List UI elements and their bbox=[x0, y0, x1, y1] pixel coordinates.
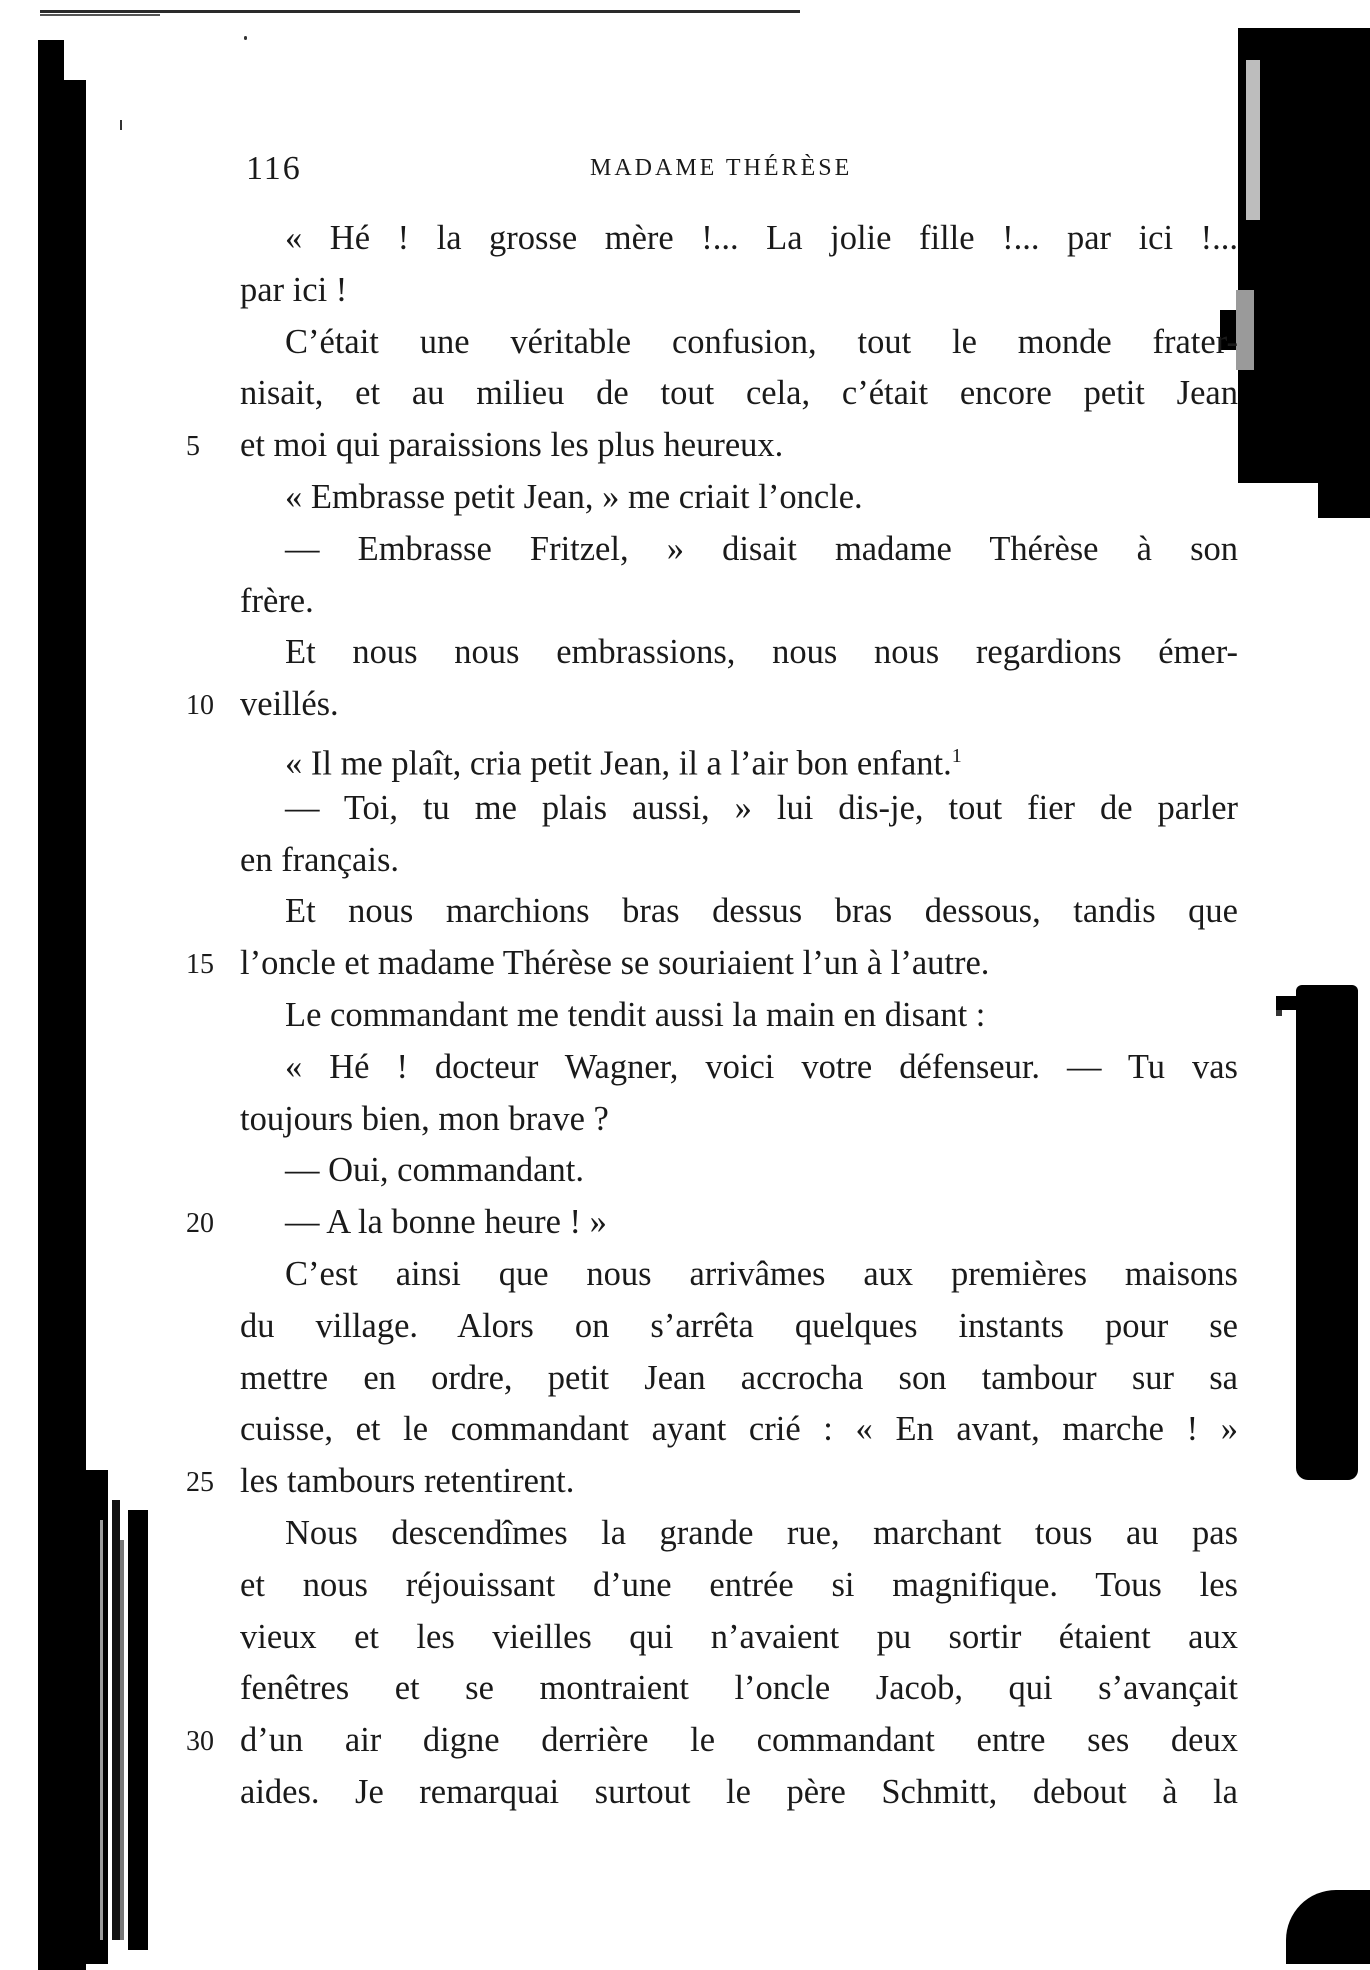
text-line-content: « Hé ! docteur Wagner, voici votre défenseur. — Tu vas bbox=[285, 1047, 1238, 1086]
text-line bbox=[240, 1300, 1238, 1352]
text-line bbox=[240, 367, 1238, 419]
text-line bbox=[240, 212, 1238, 264]
running-title: MADAME THÉRÈSE bbox=[590, 155, 853, 181]
text-line-content: mettre en ordre, petit Jean accrocha son tambour sur sa bbox=[240, 1358, 1238, 1397]
text-line bbox=[240, 1507, 1238, 1559]
text-line-content: cuisse, et le commandant ayant crié : « En avant, marche ! » bbox=[240, 1410, 1238, 1449]
text-line-content: et moi qui paraissions les plus heureux. bbox=[240, 426, 784, 465]
scan-border-right-bottom bbox=[1286, 1890, 1370, 1964]
text-line-content: en français. bbox=[240, 840, 399, 879]
text-line-content: les tambours retentirent. bbox=[240, 1462, 575, 1501]
text-line-content: C’est ainsi que nous arrivâmes aux premières maisons bbox=[285, 1255, 1238, 1293]
text-line-content: Et nous marchions bras dessus bras dessous, tandis que bbox=[285, 892, 1238, 931]
text-line bbox=[240, 419, 1238, 471]
text-line bbox=[240, 730, 1238, 782]
line-number: 30 bbox=[186, 1726, 214, 1758]
scan-border-right-mid bbox=[1276, 1010, 1282, 1016]
text-line-content: et nous réjouissant d’une entrée si magnifique. Tous les bbox=[240, 1565, 1238, 1604]
text-line bbox=[240, 782, 1238, 834]
text-line-content: du village. Alors on s’arrêta quelques instants pour se bbox=[240, 1306, 1238, 1345]
line-number: 20 bbox=[186, 1208, 214, 1240]
text-line bbox=[240, 1352, 1238, 1404]
page-number: 116 bbox=[246, 150, 302, 187]
text-line bbox=[240, 1403, 1238, 1455]
text-line-content: vieux et les vieilles qui n’avaient pu sortir étaient aux bbox=[240, 1617, 1238, 1656]
text-line-content: veillés. bbox=[240, 685, 339, 724]
text-line bbox=[240, 1559, 1238, 1611]
text-line bbox=[240, 1455, 1238, 1507]
text-line bbox=[240, 678, 1238, 730]
scan-border-right-top-shade bbox=[1236, 290, 1254, 370]
text-line-content: — Embrasse Fritzel, » disait madame Thérèse à son bbox=[285, 529, 1238, 568]
text-line bbox=[240, 937, 1238, 989]
text-line-content: Nous descendîmes la grande rue, marchant tous au pas bbox=[285, 1514, 1238, 1552]
text-line bbox=[240, 471, 1238, 523]
line-number: 15 bbox=[186, 949, 214, 981]
scan-border-stripe bbox=[100, 1520, 103, 1940]
text-line-content: Le commandant me tendit aussi la main en disant : bbox=[285, 996, 986, 1034]
scan-border-left-lower bbox=[128, 1510, 148, 1950]
top-rule-shadow bbox=[40, 14, 160, 16]
text-line-content: — Oui, commandant. bbox=[285, 1151, 584, 1190]
text-line-content: d’un air digne derrière le commandant entre ses deux bbox=[240, 1721, 1238, 1760]
text-line bbox=[240, 1093, 1238, 1145]
text-line bbox=[240, 1766, 1238, 1818]
text-line bbox=[240, 316, 1238, 368]
text-line-content: — Toi, tu me plais aussi, » lui dis-je, tout fier de parler bbox=[285, 788, 1238, 827]
text-line bbox=[240, 523, 1238, 575]
text-line-content: nisait, et au milieu de tout cela, c’était encore petit Jean bbox=[240, 374, 1238, 413]
scan-border-right-top-shade bbox=[1246, 60, 1260, 220]
scan-border-right-mid bbox=[1296, 985, 1358, 1480]
text-line-content: — A la bonne heure ! » bbox=[285, 1203, 607, 1242]
text-line-content: « Embrasse petit Jean, » me criait l’oncle. bbox=[285, 478, 863, 516]
text-line bbox=[240, 1662, 1238, 1714]
text-line bbox=[240, 1714, 1238, 1766]
text-line bbox=[240, 1248, 1238, 1300]
text-line-content: aides. Je remarquai surtout le père Schmitt, debout à la bbox=[240, 1773, 1238, 1811]
text-line bbox=[240, 1041, 1238, 1093]
text-line bbox=[240, 1196, 1238, 1248]
text-line bbox=[240, 1611, 1238, 1663]
text-line bbox=[240, 626, 1238, 678]
text-line bbox=[240, 1144, 1238, 1196]
text-line-content: toujours bien, mon brave ? bbox=[240, 1099, 609, 1138]
scan-speck bbox=[120, 120, 122, 130]
text-line-content: Et nous nous embrassions, nous nous regardions émer- bbox=[285, 633, 1238, 672]
scan-speck bbox=[244, 36, 247, 40]
line-number: 10 bbox=[186, 690, 214, 722]
text-line bbox=[240, 834, 1238, 886]
text-line-content: « Hé ! la grosse mère !... La jolie fille !... par ici !... bbox=[285, 219, 1238, 257]
text-line bbox=[240, 575, 1238, 627]
text-line-content: C’était une véritable confusion, tout le monde frater- bbox=[285, 322, 1238, 361]
scan-border-stripe bbox=[120, 1540, 124, 1940]
scan-border-left bbox=[38, 80, 86, 1970]
text-line-content: « Il me plaît, cria petit Jean, il a l’air bon enfant. bbox=[285, 744, 952, 783]
line-number: 5 bbox=[186, 431, 200, 463]
text-line bbox=[240, 264, 1238, 316]
footnote-marker: 1 bbox=[951, 745, 962, 767]
scan-border-left-lower bbox=[112, 1500, 120, 1940]
text-line bbox=[240, 885, 1238, 937]
text-line bbox=[240, 989, 1238, 1041]
text-line-content: l’oncle et madame Thérèse se souriaient l’un à l’autre. bbox=[240, 944, 990, 983]
top-rule bbox=[40, 10, 800, 13]
text-line-content: fenêtres et se montraient l’oncle Jacob, qui s’avançait bbox=[240, 1669, 1238, 1708]
text-line-content: par ici ! bbox=[240, 270, 348, 309]
text-line-content: frère. bbox=[240, 581, 314, 620]
scan-border-left-lower bbox=[86, 1470, 108, 1964]
line-number: 25 bbox=[186, 1467, 214, 1499]
